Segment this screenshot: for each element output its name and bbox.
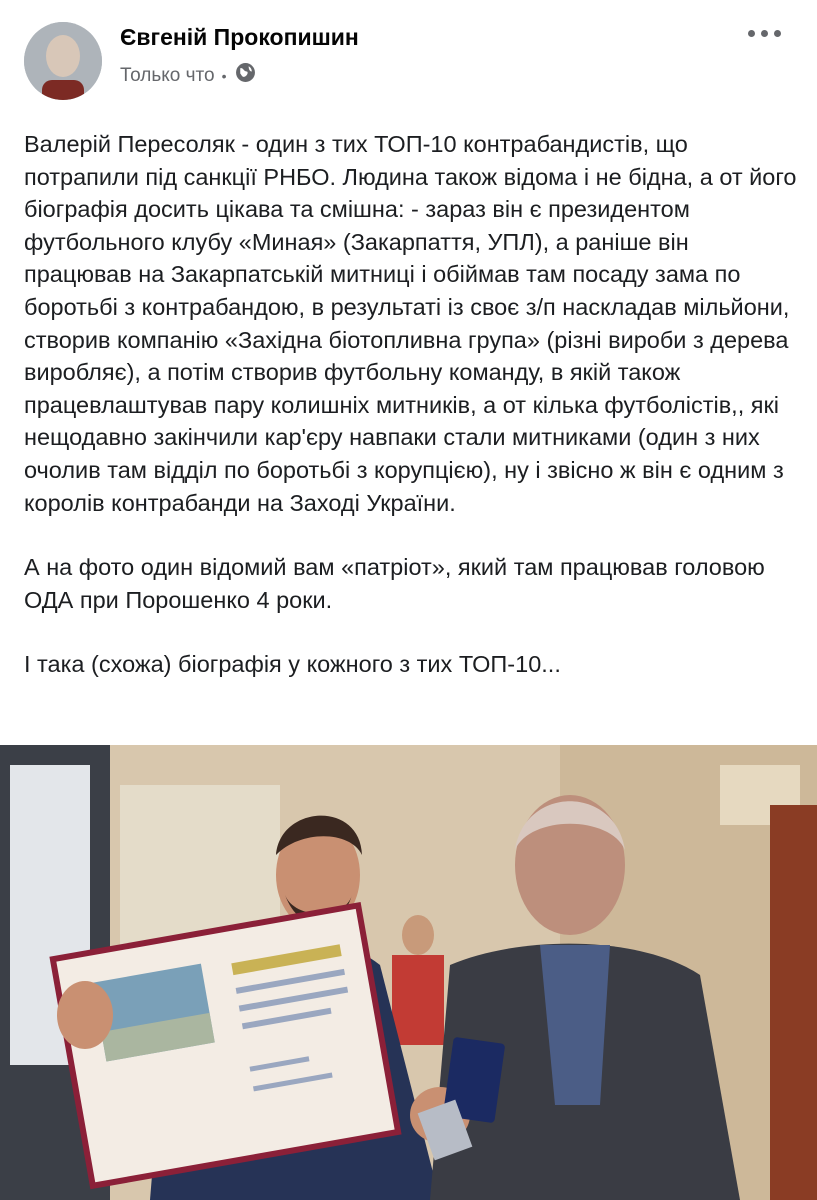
more-dot-icon — [748, 30, 755, 37]
meta-separator: • — [221, 67, 227, 84]
post-meta — [120, 62, 256, 89]
avatar[interactable] — [24, 22, 102, 100]
author-name[interactable]: Євгеній Прокопишин — [120, 24, 359, 50]
more-dot-icon — [761, 30, 768, 37]
post-photo[interactable] — [0, 745, 817, 1200]
globe-icon — [235, 62, 256, 89]
post-body — [24, 128, 799, 713]
post-timestamp[interactable]: Только что — [120, 64, 215, 86]
post-paragraph: А на фото один відомий вам «патріот», який там працював головою ОДА при Порошенко 4 роки. — [24, 554, 765, 613]
more-dot-icon — [774, 30, 781, 37]
post-paragraph: І така (схожа) біографія у кожного з тих ТОП-10... — [24, 651, 561, 678]
post-header — [0, 0, 817, 110]
post-paragraph: Валерій Пересоляк - один з тих ТОП-10 контрабандистів, що потрапили під санкції РНБО. Людина також відома і не бідна, а от його біографія досить цікава та смішна: - зараз він є президентом футбольного клубу «Миная» (Закарпаття, УПЛ), а раніше він працював на Закарпатській митниці і обіймав там посаду зама по боротьбі з контрабандою, в результаті із своє з/п наскладав мільйони, створив компанію «Західна біотопливна група» (різні вироби з дерева виробляє), а потім створив футбольну команду, в якій також працевлаштував пару колишніх митників, а от кілька футболістів,, які нещодавно закінчили кар'єру навпаки стали митниками (один з них очолив там відділ по боротьбі з корупцією), ну і звісно ж він є одним з королів контрабанди на Заході України. — [24, 131, 797, 516]
more-options-button[interactable] — [748, 30, 781, 37]
